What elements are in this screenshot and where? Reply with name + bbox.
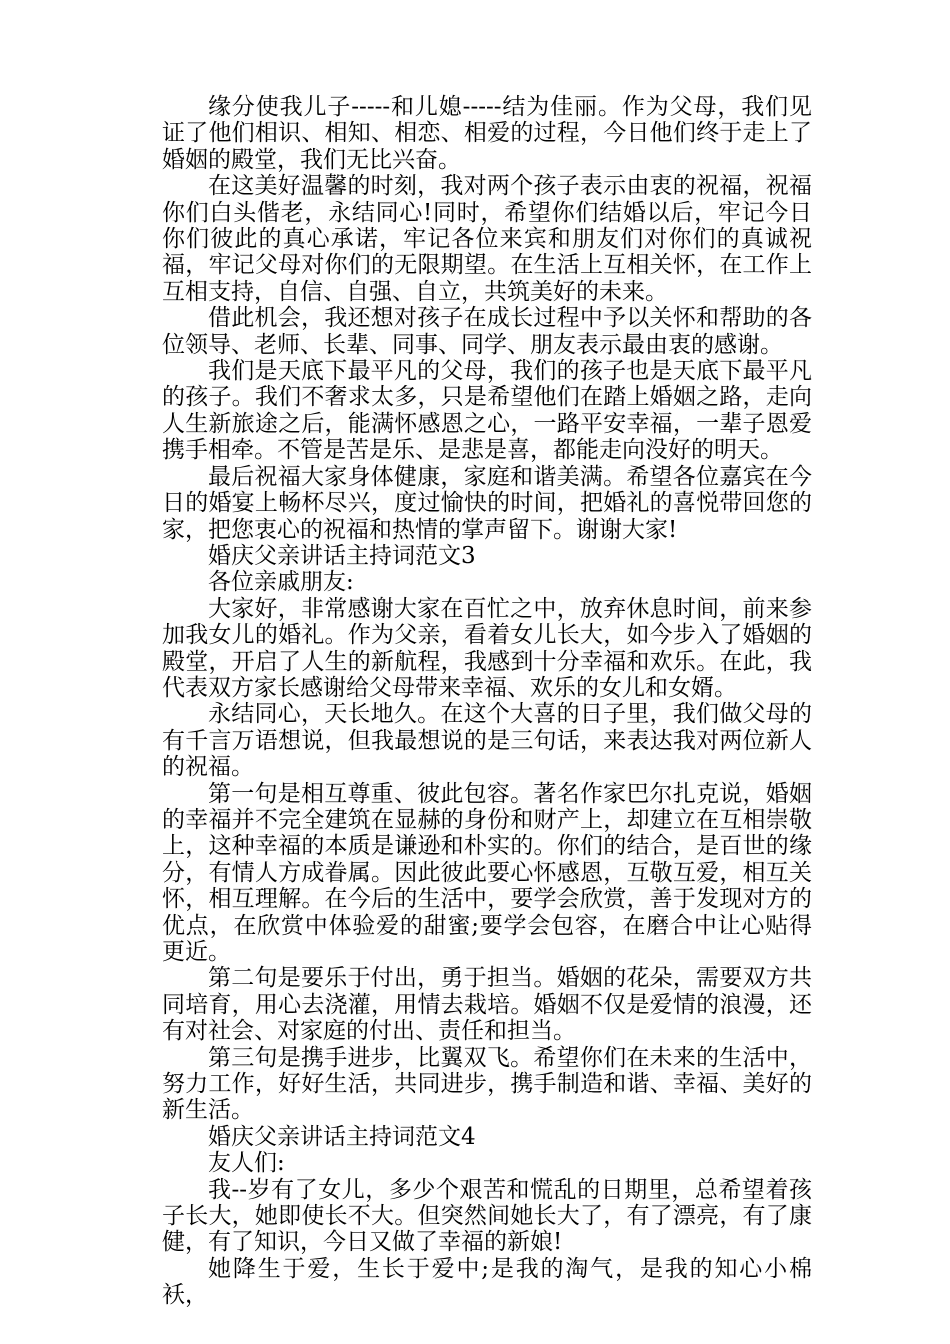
section-heading: 婚庆父亲讲话主持词范文3: [208, 542, 476, 569]
paragraph: 我--岁有了女儿，多少个艰苦和慌乱的日期里，总希望着孩子长大，她即使长不大。但突然间她长大了，有了漂亮，有了康健，有了知识，今日又做了幸福的新娘!: [162, 1176, 812, 1256]
paragraph: 缘分使我儿子-----和儿媳-----结为佳丽。作为父母，我们见证了他们相识、相知、相恋、相爱的过程，今日他们终于走上了婚姻的殿堂，我们无比兴奋。: [162, 94, 812, 173]
section-heading: 婚庆父亲讲话主持词范文4: [208, 1123, 476, 1150]
paragraph: 第三句是携手进步，比翼双飞。希望你们在未来的生活中，努力工作，好好生活，共同进步，携手制造和谐、幸福、美好的新生活。: [162, 1044, 812, 1124]
salutation: 各位亲戚朋友:: [208, 569, 354, 596]
paragraph: 第二句是要乐于付出，勇于担当。婚姻的花朵，需要双方共同培育，用心去浇灌，用情去栽培。婚姻不仅是爱情的浪漫，还有对社会、对家庭的付出、责任和担当。: [162, 965, 812, 1045]
paragraph: 大家好，非常感谢大家在百忙之中，放弃休息时间，前来参加我女儿的婚礼。作为父亲，看着女儿长大，如今步入了婚姻的殿堂，开启了人生的新航程，我感到十分幸福和欢乐。在此，我代表双方家长感谢给父母带来幸福、欢乐的女儿和女婿。: [162, 595, 812, 701]
document-body: [162, 94, 812, 1309]
paragraph: 第一句是相互尊重、彼此包容。著名作家巴尔扎克说，婚姻的幸福并不完全建筑在显赫的身份和财产上，却建立在互相崇敬上，这种幸福的本质是谦逊和朴实的。你们的结合，是百世的缘分，有情人方成眷属。因此彼此要心怀感恩，互敬互爱，相互关怀，相互理解。在今后的生活中，要学会欣赏，善于发现对方的优点，在欣赏中体验爱的甜蜜;要学会包容，在磨合中让心贴得更近。: [162, 780, 812, 965]
salutation: 友人们:: [208, 1150, 285, 1177]
paragraph: 永结同心，天长地久。在这个大喜的日子里，我们做父母的有千言万语想说，但我最想说的是三句话，来表达我对两位新人的祝福。: [162, 701, 812, 781]
paragraph: 借此机会，我还想对孩子在成长过程中予以关怀和帮助的各位领导、老师、长辈、同事、同学、朋友表示最由衷的感谢。: [162, 305, 812, 358]
paragraph: 在这美好温馨的时刻，我对两个孩子表示由衷的祝福，祝福你们白头偕老，永结同心!同时，希望你们结婚以后，牢记今日你们彼此的真心承诺，牢记各位来宾和朋友们对你们的真诚祝福，牢记父母对你们的无限期望。在生活上互相关怀，在工作上互相支持，自信、自强、自立，共筑美好的未来。: [162, 173, 812, 305]
paragraph: 我们是天底下最平凡的父母，我们的孩子也是天底下最平凡的孩子。我们不奢求太多，只是希望他们在踏上婚姻之路，走向人生新旅途之后，能满怀感恩之心，一路平安幸福，一辈子恩爱携手相牵。不管是苦是乐、是悲是喜，都能走向没好的明天。: [162, 358, 812, 464]
paragraph: 最后祝福大家身体健康，家庭和谐美满。希望各位嘉宾在今日的婚宴上畅杯尽兴，度过愉快的时间，把婚礼的喜悦带回您的家，把您衷心的祝福和热情的掌声留下。谢谢大家!: [162, 463, 812, 543]
paragraph: 她降生于爱，生长于爱中;是我的淘气，是我的知心小棉袄，: [162, 1255, 812, 1309]
